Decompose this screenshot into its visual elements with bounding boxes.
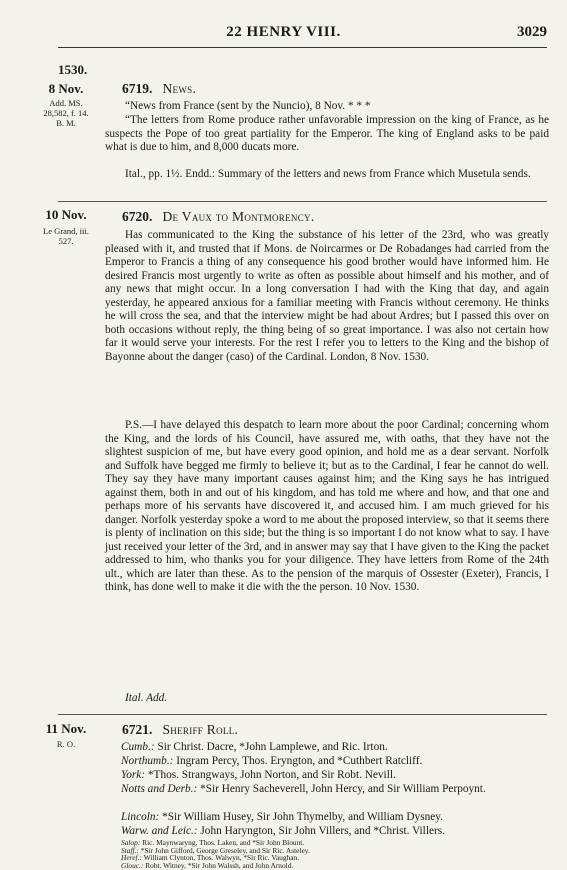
entry-heading-6719: [122, 81, 196, 97]
entry-heading-6721: [122, 722, 238, 738]
entry-title: News.: [162, 81, 197, 96]
source-ref: 527.: [58, 236, 74, 246]
sheriff-names: *Sir William Husey, Sir John Thymelby, and William Dysney.: [162, 811, 443, 823]
year-marker: 1530.: [58, 62, 88, 77]
source-ref: Add. MS.: [49, 98, 83, 108]
source-ref: 28,582, f. 14.: [43, 108, 89, 118]
sheriff-names: William Clynton, Thos. Walwyn, *Sir Ric. Vaughan.: [143, 853, 300, 863]
entry-date: 10 Nov.: [45, 207, 87, 222]
sheriff-names: John Haryngton, Sir John Villers, and *Christ. Villers.: [200, 825, 445, 837]
county-name: Cumb.:: [121, 741, 155, 753]
margin-note-6720: [40, 208, 92, 222]
sheriff-roll-line: [105, 741, 549, 755]
entry-title: Sheriff Roll.: [162, 722, 239, 737]
entry-separator: [58, 201, 547, 202]
sheriff-roll-line: [105, 825, 549, 839]
source-ref: Le Grand, iii.: [43, 226, 89, 236]
entry-number: 6721.: [122, 722, 153, 737]
sheriff-roll-line: [105, 811, 549, 825]
county-name: Staff.:: [121, 845, 141, 855]
sheriff-names: Ric. Maynwaryng, Thos. Laken, and *Sir John Blount.: [142, 838, 305, 847]
entry-title: De Vaux to Montmorency.: [162, 209, 315, 224]
paragraph: Has communicated to the King the substance of his letter of the 23rd, who was greatly pleased with it, and trusted that if Mons. de Noircarmes or De Robadanges had carried from the Emperor to Francis a thing of any consequence his good brother would have informed him. He desired Francis most urgently to write as often as possible about himself and his mother, and of any news that might occur. In a long conversation I had with the King that day, and again yesterday, he appeared anxious for a familiar meeting with Francis without ceremony. He thinks he will cross the sea, and that the interview might be had about Ardres; but I passed this over on both occasions without reply, the thing being of so great importance. I was also not certain how far it would serve your interests. For the rest I refer you to letters to the King and the bishop of Bayonne about the danger (caso) of the Cardinal. London, 8 Nov. 1530.: [105, 229, 549, 363]
sheriff-roll-line: [105, 783, 549, 797]
source-ref: R. O.: [56, 739, 76, 749]
entry-number: 6720.: [122, 209, 153, 224]
sheriff-names: Robt. Witney, *Sir John Walssh, and John Arnold.: [145, 860, 294, 870]
entry-date: 11 Nov.: [45, 721, 87, 736]
county-name: Warw. and Leic.:: [121, 825, 198, 837]
page-number: 3029: [517, 24, 547, 40]
county-name: Northumb.:: [121, 755, 174, 767]
entry-number: 6719.: [122, 81, 153, 96]
source-ref: B. M.: [56, 118, 76, 128]
entry-date: 8 Nov.: [48, 81, 84, 96]
entry-separator: [58, 714, 547, 715]
sheriff-roll-line: [105, 755, 549, 769]
margin-note-6721: [40, 722, 92, 749]
sheriff-roll-line: [105, 862, 549, 870]
sheriff-names: Ingram Percy, Thos. Eryngton, and *Cuthbert Ratcliff.: [176, 755, 423, 767]
county-name: Glouc.:: [121, 860, 146, 870]
county-name: Heref.:: [121, 853, 144, 863]
page-header: [0, 24, 567, 44]
margin-ref-6719: [40, 98, 92, 128]
county-name: Notts and Derb.:: [121, 783, 198, 795]
county-name: Lincoln:: [121, 811, 160, 823]
sheriff-names: *Sir Henry Sacheverell, John Hercy, and Sir William Perpoynt.: [200, 783, 486, 795]
paragraph: “News from France (sent by the Nuncio), 8 Nov. * * *: [125, 100, 371, 112]
endorsement-note: Ital., pp. 1½. Endd.: Summary of the letters and news from France which Musetula sends.: [125, 168, 531, 180]
paragraph: “The letters from Rome produce rather unfavorable impression on the king of France, as he suspects the Pope of too great partiality for the Emperor. The king of England asks to be paid what is due to him, and 8,000 ducats more.: [105, 114, 549, 153]
page-watermark: [541, 60, 567, 860]
postscript-paragraph: P.S.—I have delayed this despatch to learn more about the poor Cardinal; concerning whom the King, and the lords of his Council, have assured me, with oaths, that they have not the slightest suspicion of me, but have every good opinion, and hold me as a dear servant. Norfolk and Suffolk have begged me firmly to believe it; but as to the Cardinal, I fear he cannot do well. They say they have many important causes against him; and the King says he has intrigued against them, both in and out of his kingdom, and has told me where and how, and that one and perhaps more of his servants have discovered it, and accused him. I am much grieved for his danger. Norfolk yesterday spoke a word to me about the proposed interview, so that it seems there is plenty of inclination on this side; but the thing is so important I do not know what to say. I have just received your letter of the 3rd, and in answer may say that I have given to the King the packet addressed to him, who thanks you for your diligence. They have letters from Rome of the 24th ult., which are later than these. As to the pension of the marquis of Ossester (Exeter), Francis, I think, has done well to make it die with the the person. 10 Nov. 1530.: [105, 419, 549, 593]
header-rule: [58, 47, 547, 48]
sheriff-names: Sir Christ. Dacre, *John Lamplewe, and Ric. Irton.: [157, 741, 388, 753]
county-name: York:: [121, 769, 146, 781]
margin-note-6719: [40, 82, 92, 96]
sheriff-names: *Thos. Strangways, John Norton, and Sir Robt. Nevill.: [147, 769, 396, 781]
margin-ref-6720: [40, 226, 92, 246]
running-title: 22 HENRY VIII.: [226, 24, 341, 40]
county-name: Salop:: [121, 838, 143, 847]
sheriff-names: *Sir John Gifford, George Greseley, and Sir Ric. Asteley.: [140, 845, 310, 855]
entry-heading-6720: [122, 209, 315, 225]
sheriff-roll-line: [105, 769, 549, 783]
endorsement-note: Ital. Add.: [125, 692, 168, 704]
